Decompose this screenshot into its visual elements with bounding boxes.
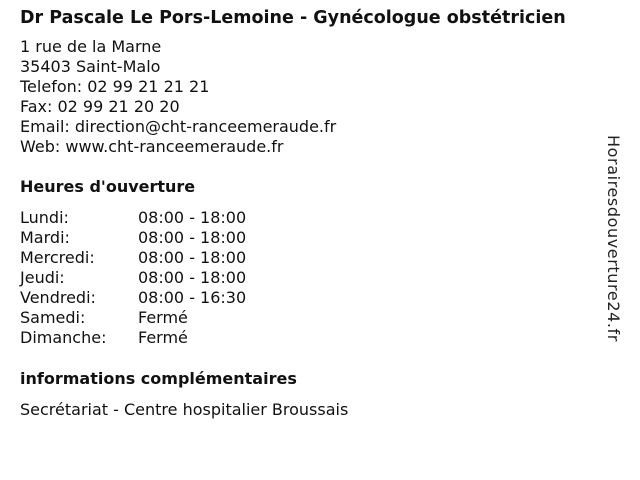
opening-hours-heading: Heures d'ouverture — [20, 177, 196, 196]
email-address: Email: direction@cht-ranceemeraude.fr — [20, 117, 337, 136]
website: Web: www.cht-ranceemeraude.fr — [20, 137, 284, 156]
address-street: 1 rue de la Marne — [20, 37, 162, 56]
hours-time: 08:00 - 16:30 — [138, 288, 247, 307]
hours-row — [20, 328, 602, 348]
hours-row — [20, 308, 602, 328]
address-city: 35403 Saint-Malo — [20, 57, 161, 76]
hours-day: Vendredi: — [20, 288, 96, 307]
hours-day: Mardi: — [20, 228, 70, 247]
hours-time: 08:00 - 18:00 — [138, 268, 247, 287]
hours-day: Dimanche: — [20, 328, 107, 347]
hours-time: 08:00 - 18:00 — [138, 248, 247, 267]
hours-time: 08:00 - 18:00 — [138, 208, 247, 227]
fax-number: Fax: 02 99 21 20 20 — [20, 97, 180, 116]
hours-row — [20, 248, 602, 268]
additional-info-heading: informations complémentaires — [20, 369, 297, 388]
hours-time: Fermé — [138, 308, 188, 327]
site-watermark: Horairesdouverture24.fr — [604, 135, 623, 342]
hours-day: Jeudi: — [20, 268, 65, 287]
hours-day: Mercredi: — [20, 248, 95, 267]
hours-row — [20, 268, 602, 288]
opening-hours-table — [20, 208, 602, 348]
additional-info-text: Secrétariat - Centre hospitalier Broussais — [20, 400, 349, 419]
hours-time: 08:00 - 18:00 — [138, 228, 247, 247]
hours-time: Fermé — [138, 328, 188, 347]
hours-row — [20, 228, 602, 248]
page-title: Dr Pascale Le Pors-Lemoine - Gynécologue obstétricien — [20, 8, 566, 28]
business-listing — [20, 8, 602, 420]
contact-block — [20, 37, 602, 157]
hours-row — [20, 288, 602, 308]
phone-number: Telefon: 02 99 21 21 21 — [20, 77, 210, 96]
hours-day: Samedi: — [20, 308, 86, 327]
hours-day: Lundi: — [20, 208, 69, 227]
hours-row — [20, 208, 602, 228]
